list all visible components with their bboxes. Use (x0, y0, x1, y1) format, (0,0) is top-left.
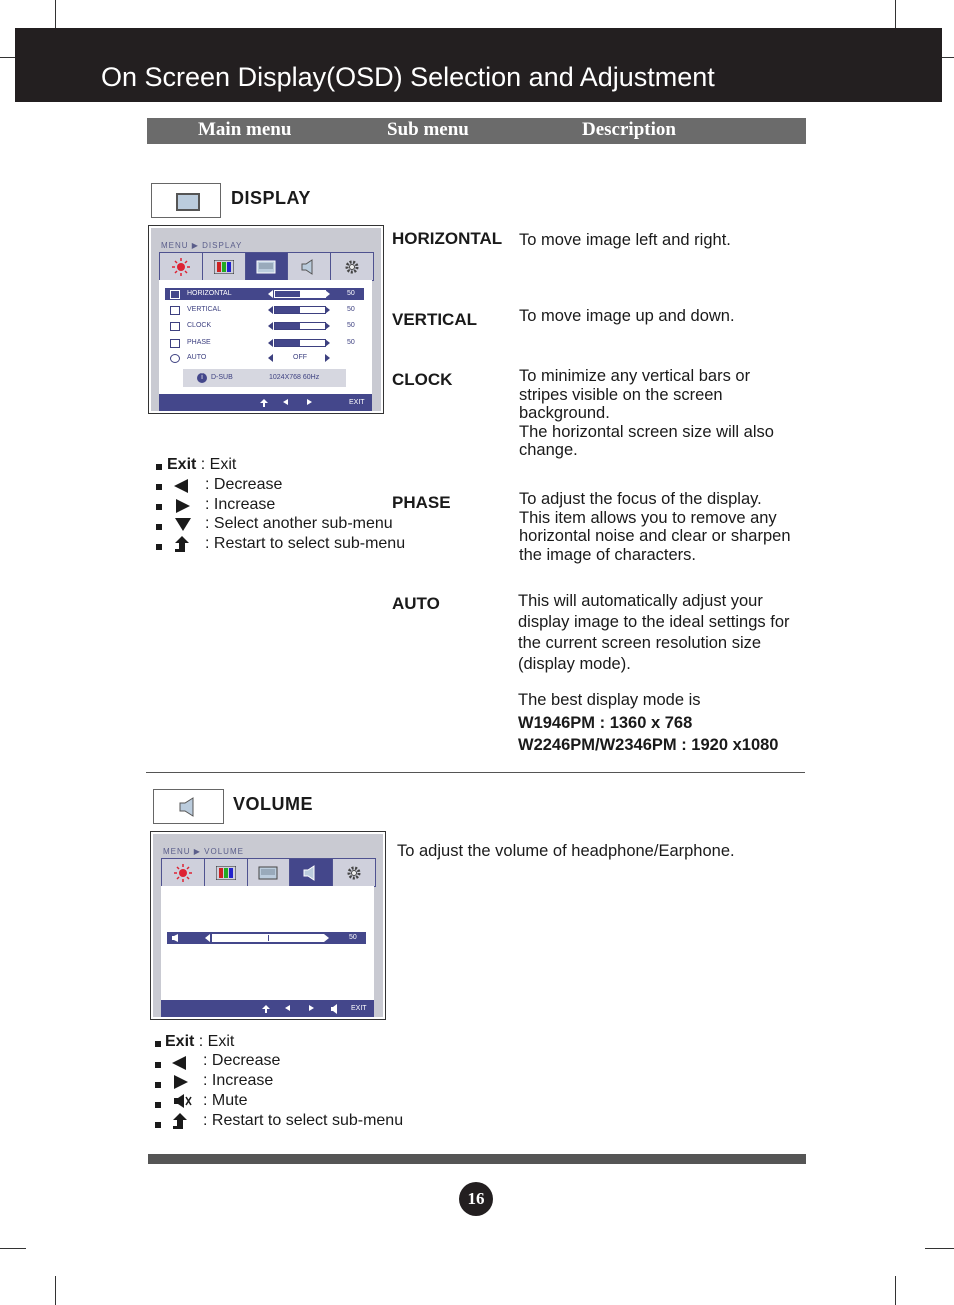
osd-footer (161, 1000, 374, 1017)
osd-tab-bar (161, 858, 376, 887)
speaker-icon (178, 797, 200, 817)
osd-row-phase: PHASE 50 (165, 337, 364, 349)
increase-icon (307, 399, 312, 405)
crop-mark (0, 1248, 26, 1249)
crop-mark (55, 0, 56, 28)
speaker-icon (302, 865, 320, 881)
desc-clock: To minimize any vertical bars or stripes visible on the screen background. The horizontal screen size will also change. (519, 367, 774, 459)
osd-level-bar (213, 935, 269, 941)
column-description: Description (582, 119, 676, 140)
color-bars-icon (216, 866, 236, 880)
crop-mark (895, 1276, 896, 1305)
decrease-icon (285, 1005, 290, 1011)
footer-bar (148, 1154, 806, 1164)
crop-mark (895, 0, 896, 28)
osd-body (159, 280, 372, 394)
submenu-clock: CLOCK (392, 370, 453, 389)
volume-bar (212, 934, 324, 942)
crop-mark (925, 1248, 954, 1249)
osd-tab-display (248, 859, 291, 886)
brightness-icon (174, 864, 192, 882)
crop-mark (0, 57, 15, 58)
speaker-icon (172, 934, 181, 942)
osd-tab-volume (288, 253, 331, 280)
osd-exit-label: EXIT (349, 399, 365, 406)
osd-row-clock: CLOCK 50 (165, 320, 364, 332)
crop-mark (940, 57, 954, 58)
legend-restart: : Restart to select sub-menu (203, 1112, 404, 1129)
osd-level-bar (275, 307, 300, 313)
section-divider (146, 772, 805, 773)
volume-menu-icon (153, 789, 224, 824)
osd-row-horizontal: HORIZONTAL 50 (165, 288, 364, 300)
decrease-icon (172, 1056, 186, 1070)
osd-info-source: D-SUB (211, 374, 233, 381)
osd-info-box (183, 369, 346, 387)
increase-icon (309, 1005, 314, 1011)
submenu-horizontal: HORIZONTAL (392, 229, 503, 248)
osd-level-bar (275, 340, 300, 346)
osd-tab-bar (159, 252, 374, 281)
osd-tab-picture (160, 253, 203, 280)
restart-icon (174, 536, 190, 553)
monitor-icon (256, 260, 276, 274)
submenu-phase: PHASE (392, 493, 451, 512)
restart-icon (261, 1004, 271, 1014)
display-osd-screenshot (148, 225, 384, 414)
restart-icon (259, 398, 269, 408)
down-arrow-icon (175, 518, 191, 531)
column-main-menu: Main menu (198, 119, 292, 140)
volume-osd-screenshot (150, 831, 386, 1020)
osd-row-vertical: VERTICAL 50 (165, 304, 364, 316)
info-icon: i (197, 373, 207, 383)
best-mode-2: W2246PM/W2346PM : 1920 x1080 (518, 736, 779, 754)
decrease-icon (205, 934, 210, 942)
legend-mute: : Mute (203, 1092, 248, 1109)
volume-section-title: VOLUME (233, 794, 314, 814)
legend-select: : Select another sub-menu (205, 515, 393, 532)
osd-level-bar (275, 323, 300, 329)
osd-volume-value: 50 (349, 934, 357, 941)
best-mode-1: W1946PM : 1360 x 768 (518, 714, 693, 732)
osd-breadcrumb: MENU ▶ VOLUME (163, 847, 244, 856)
best-mode-label: The best display mode is (518, 691, 701, 709)
osd-exit-label: EXIT (351, 1005, 367, 1012)
osd-row-volume (167, 932, 366, 944)
osd-tab-color (205, 859, 248, 886)
decrease-icon (283, 399, 288, 405)
desc-volume: To adjust the volume of headphone/Earphone. (397, 842, 735, 860)
osd-tab-color (203, 253, 246, 280)
page-number: 16 (459, 1182, 493, 1216)
osd-breadcrumb: MENU ▶ DISPLAY (161, 241, 243, 250)
osd-tab-setup (333, 859, 375, 886)
mute-icon (331, 1004, 341, 1014)
monitor-icon (258, 866, 278, 880)
increase-icon (324, 934, 329, 942)
osd-tab-display (246, 253, 289, 280)
legend-restart: : Restart to select sub-menu (205, 535, 406, 552)
legend-decrease: : Decrease (205, 476, 283, 493)
desc-horizontal: To move image left and right. (519, 231, 731, 249)
legend-exit: Exit : Exit (167, 456, 237, 473)
osd-level-bar (275, 291, 300, 297)
legend-increase: : Increase (205, 496, 276, 513)
column-sub-menu: Sub menu (387, 119, 469, 140)
speaker-icon (300, 259, 318, 275)
brightness-icon (172, 258, 190, 276)
crop-mark (55, 1276, 56, 1305)
display-section-title: DISPLAY (231, 188, 311, 208)
submenu-vertical: VERTICAL (392, 310, 477, 329)
desc-vertical: To move image up and down. (519, 307, 735, 325)
mute-icon (172, 1093, 192, 1109)
osd-info-mode: 1024X768 60Hz (269, 374, 320, 381)
restart-icon (172, 1113, 188, 1130)
color-bars-icon (214, 260, 234, 274)
osd-body (161, 886, 374, 1000)
increase-icon (174, 1075, 188, 1089)
desc-auto: This will automatically adjust your display image to the ideal settings for the current screen resolution size (display mode). (518, 592, 790, 673)
decrease-icon (174, 479, 188, 493)
legend-decrease: : Decrease (203, 1052, 281, 1069)
osd-tab-setup (331, 253, 373, 280)
gear-icon (343, 258, 361, 276)
page-title: On Screen Display(OSD) Selection and Adjustment (101, 62, 715, 92)
osd-footer (159, 394, 372, 411)
osd-tab-picture (162, 859, 205, 886)
gear-icon (345, 864, 363, 882)
osd-row-auto: AUTO OFF (165, 352, 364, 364)
increase-icon (176, 499, 190, 513)
osd-tab-volume (290, 859, 333, 886)
submenu-auto: AUTO (392, 594, 440, 613)
desc-phase: To adjust the focus of the display. This item allows you to remove any horizontal noise and clear or sharpen the image of characters. (519, 490, 791, 564)
legend-exit: Exit : Exit (165, 1033, 235, 1050)
display-menu-icon (151, 183, 221, 218)
legend-increase: : Increase (203, 1072, 274, 1089)
